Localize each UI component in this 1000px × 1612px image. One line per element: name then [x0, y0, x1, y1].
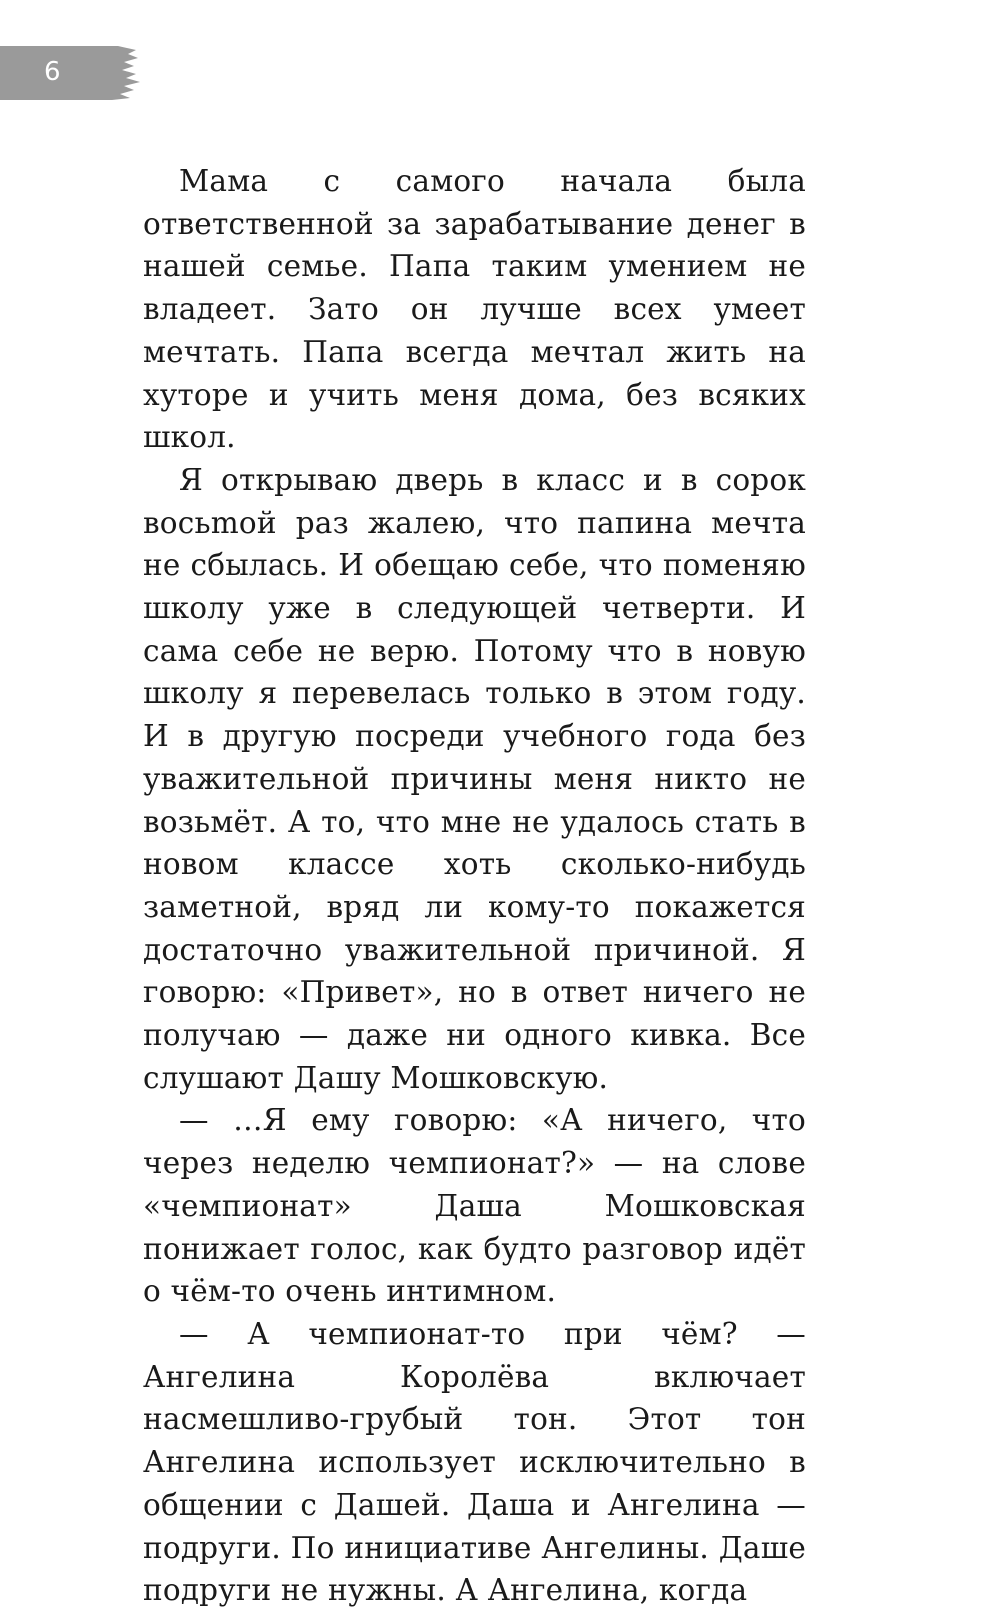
page-number: 6 [44, 57, 61, 87]
paragraph: — А чемпионат-то при чём? — Ангелина Королёва включает насмешливо-грубый тон. Этот тон Ангелина использует исключительно в общении с Дашей. Даша и Ангелина — подруги. По инициативе Ангелины. Даше подруги не нужны. А Ангелина, когда [143, 1316, 806, 1608]
paragraph: Я открываю дверь в класс и в сорок восьmой раз жалею, что папина мечта не сбылась. И обещаю себе, что поменяю школу уже в следующей четверти. И сама себе не верю. Потому что в новую школу я перевелась только в этом году. И в другую посреди учебного года без уважительной причины меня никто не возьмёт. А то, что мне не удалось стать в новом классе хоть сколько-нибудь заметной, вряд ли кому-то покажется достаточно уважительной причиной. Я говорю: «Привет», но в ответ ничего не получаю — даже ни одного кивка. Все слушают Дашу Мошковскую. [143, 462, 806, 1095]
page-number-tab [0, 46, 140, 100]
paragraph: — …Я ему говорю: «А ничего, что через неделю чемпионат?» — на слове «чемпионат» Даша Мошковская понижает голос, как будто разговор идёт о чём-то очень интимном. [143, 1103, 806, 1309]
page-tab-shape [0, 46, 140, 100]
paragraph: Мама с самого начала была ответственной за зарабатывание денег в нашей семье. Папа таким умением не владеет. Зато он лучше всех умеет мечтать. Папа всегда мечтал жить на хуторе и учить меня дома, без всяких школ. [143, 164, 806, 455]
body-text [143, 160, 806, 1612]
